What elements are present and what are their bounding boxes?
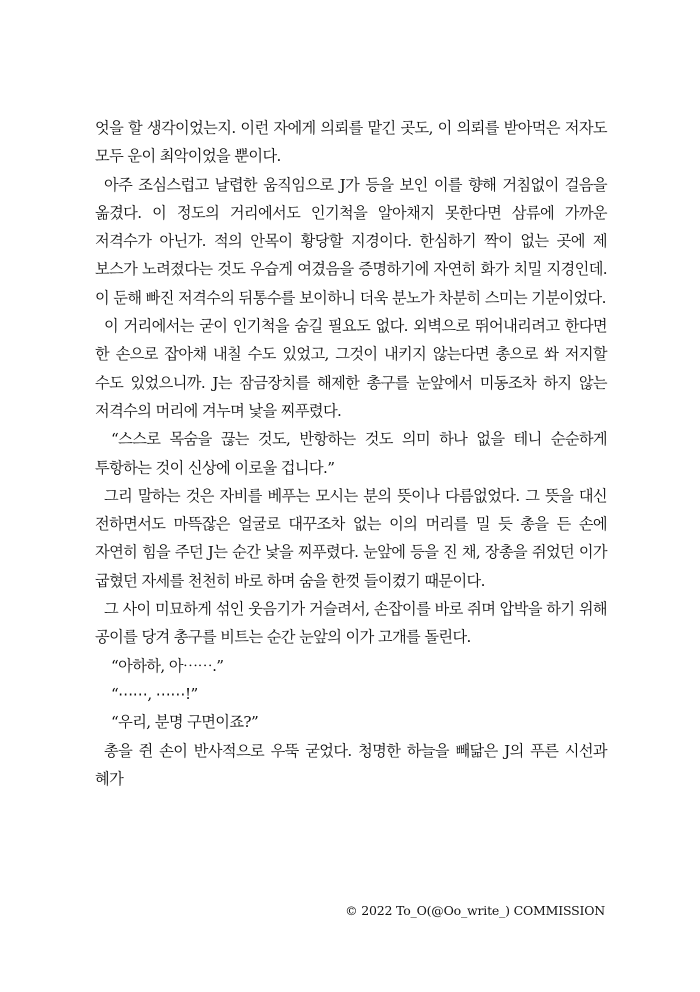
copyright-footer: © 2022 To_O(@Oo_write_) COMMISSION — [345, 903, 605, 918]
paragraph-6: 총을 쥔 손이 반사적으로 우뚝 굳었다. 청명한 하늘을 빼닮은 J의 푸른 시선과 혜가 — [95, 741, 607, 788]
paragraph-1: 엇을 할 생각이었는지. 이런 자에게 의뢰를 맡긴 곳도, 이 의뢰를 받아먹은 저자도 모두 운이 최악이었을 뿐이다. — [95, 119, 607, 166]
paragraph-2: 아주 조심스럽고 날렵한 움직임으로 J가 등을 보인 이를 향해 거침없이 걸음을 옮겼다. 이 정도의 거리에서도 인기척을 알아채지 못한다면 삼류에 가까운 저격수가 아닌가. 적의 안목이 황당할 지경이다. 한심하기 짝이 없는 곳에 제 보스가 노려졌다는 것도 우습게 여겼음을 증명하기에 자연히 화가 치밀 지경인데. 이 둔해 빠진 저격수의 뒤통수를 보이하니 더욱 분노가 차분히 스미는 기분이었다. — [95, 175, 607, 307]
dialogue-2: “아하하, 아⋯⋯.” — [111, 656, 224, 675]
body-text — [95, 114, 607, 793]
paragraph-3: 이 거리에서는 굳이 인기척을 숨길 필요도 없다. 외벽으로 뛰어내리려고 한다면 한 손으로 잡아채 내칠 수도 있었고, 그것이 내키지 않는다면 총으로 쏴 저지할 수도 있었으니까. J는 잠금장치를 해제한 총구를 눈앞에서 미동조차 하지 않는 저격수의 머리에 겨누며 낯을 찌푸렸다. — [95, 317, 607, 420]
dialogue-4: “우리, 분명 구면이죠?” — [111, 713, 259, 732]
paragraph-4: 그리 말하는 것은 자비를 베푸는 모시는 분의 뜻이나 다름없었다. 그 뜻을 대신 전하면서도 마뜩잖은 얼굴로 대꾸조차 없는 이의 머리를 밀 듯 총을 든 손에 자연히 힘을 주던 J는 순간 낯을 찌푸렸다. 눈앞에 등을 진 채, 장총을 쥐었던 이가 굽혔던 자세를 천천히 바로 하며 숨을 한껏 들이켰기 때문이다. — [95, 486, 607, 590]
paragraph-5: 그 사이 미묘하게 섞인 웃음기가 거슬려서, 손잡이를 바로 쥐며 압박을 하기 위해 공이를 당겨 총구를 비트는 순간 눈앞의 이가 고개를 돌린다. — [95, 600, 607, 647]
dialogue-1: “스스로 목숨을 끊는 것도, 반항하는 것도 의미 하나 없을 테니 순순하게 투항하는 것이 신상에 이로울 겁니다.” — [95, 430, 607, 477]
dialogue-3: “⋯⋯, ⋯⋯!” — [111, 684, 198, 703]
